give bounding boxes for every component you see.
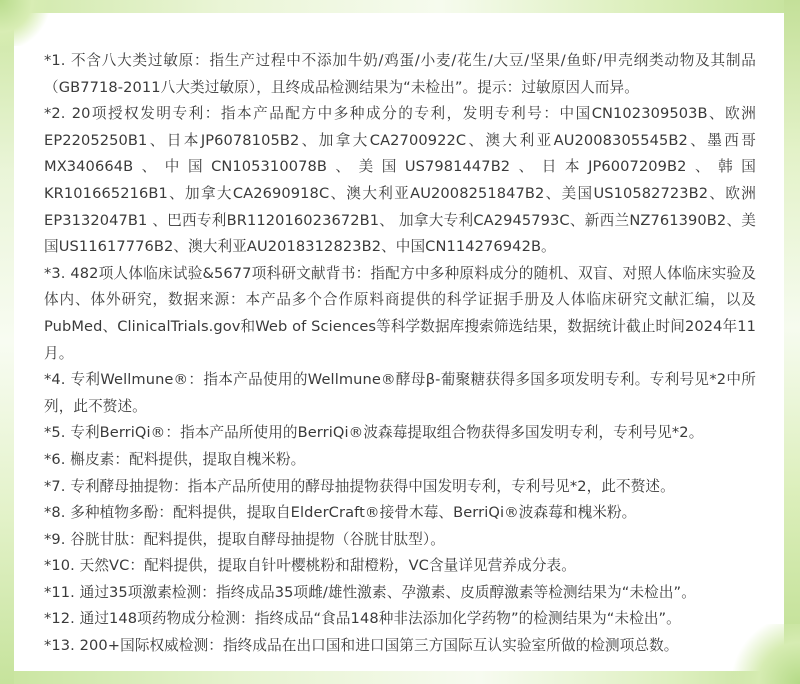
footnote-item: *11. 通过35项激素检测：指终成品35项雌/雄性激素、孕激素、皮质醇激素等检测结果为“未检出”。 <box>44 583 696 601</box>
footnote-item: *2. 20项授权发明专利：指本产品配方中多种成分的专利，发明专利号：中国CN102309503B、欧洲EP2205250B1、日本JP6078105B2、加拿大CA2700922C、澳大利亚AU2008305545B2、墨西哥MX340664B、中国CN105310078B、美国US7981447B2、日本JP6007209B2、韩国KR101665216B1、加拿大CA2690918C、澳大利亚AU2008251847B2、美国US10582723B2、欧洲EP3132047B1 、巴西专利BR112016023672B1、 加拿大专利CA2945793C、新西兰NZ761390B2、美国US11617776B2、澳大利亚AU2018312823B2、中国CN114276942B。 <box>44 105 756 256</box>
decorative-top-border <box>0 0 800 13</box>
footnote-item: *12. 通过148项药物成分检测：指终成品“食品148种非法添加化学药物”的检测结果为“未检出”。 <box>44 610 681 628</box>
footnote-item: *4. 专利Wellmune®：指本产品使用的Wellmune®酵母β-葡聚糖获得多国多项发明专利。专利号见*2中所列，此不赘述。 <box>44 371 756 415</box>
footnote-item: *6. 槲皮素：配料提供，提取自槐米粉。 <box>44 450 306 468</box>
footnote-item: *3. 482项人体临床试验&5677项科研文献背书：指配方中多种原料成分的随机、双盲、对照人体临床实验及体内、体外研究，数据来源：本产品多个合作原料商提供的科学证据手册及人体临床研究文献汇编，以及PubMed、ClinicalTrials.gov和Web of Sciences等科学数据库搜索筛选结果，数据统计截止时间2024年11月。 <box>44 264 756 362</box>
footnote-item: *10. 天然VC：配料提供，提取自针叶樱桃粉和甜橙粉，VC含量详见营养成分表。 <box>44 557 576 575</box>
footnote-item: *8. 多种植物多酚：配料提供，提取自ElderCraft®接骨木莓、BerriQi®波森莓和槐米粉。 <box>44 504 637 522</box>
decorative-right-border <box>784 0 800 684</box>
footnotes-list <box>44 48 756 655</box>
footnote-item: *7. 专利酵母抽提物：指本产品所使用的酵母抽提物获得中国发明专利，专利号见*2，此不赘述。 <box>44 477 675 495</box>
decorative-corner-top-left <box>0 0 54 46</box>
decorative-left-border <box>0 0 14 684</box>
footnote-item: *5. 专利BerriQi®：指本产品所使用的BerriQi®波森莓提取组合物获得多国发明专利，专利号见*2。 <box>44 424 704 442</box>
footnote-item: *1. 不含八大类过敏原：指生产过程中不添加牛奶/鸡蛋/小麦/花生/大豆/坚果/鱼虾/甲壳纲类动物及其制品（GB7718-2011八大类过敏原），且终成品检测结果为“未检出”。提示：过敏原因人而异。 <box>44 52 756 96</box>
decorative-bottom-border <box>0 671 800 684</box>
footnote-item: *9. 谷胱甘肽：配料提供，提取自酵母抽提物（谷胱甘肽型）。 <box>44 530 445 548</box>
footnote-item: *13. 200+国际权威检测：指终成品在出口国和进口国第三方国际互认实验室所做的检测项总数。 <box>44 637 679 655</box>
